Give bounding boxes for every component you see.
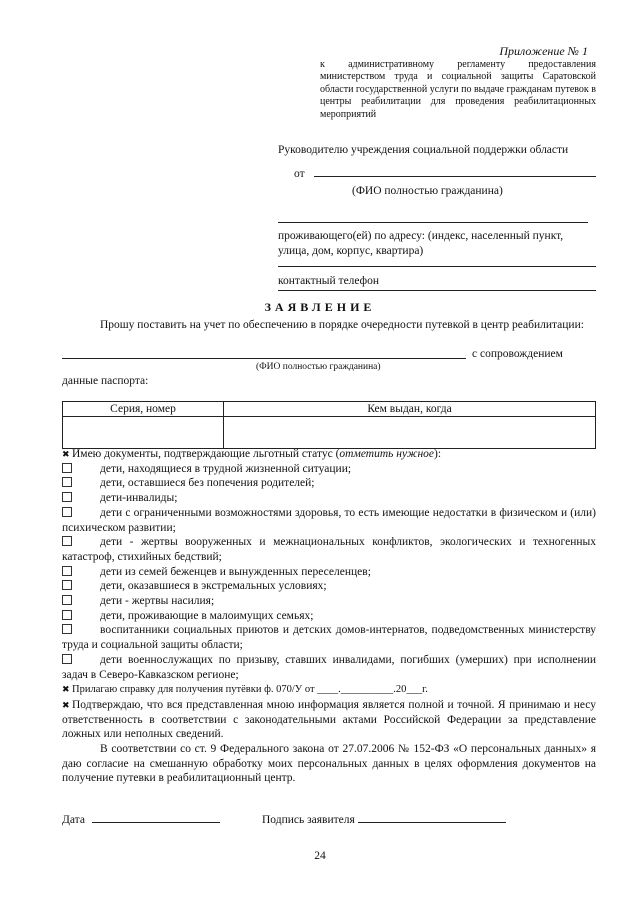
date-field[interactable] [92, 822, 220, 823]
recipient-line: Руководителю учреждения социальной поддержки области [278, 144, 569, 156]
checkbox[interactable] [62, 477, 72, 487]
passport-issued-cell[interactable] [224, 417, 596, 449]
address-label: проживающего(ей) по адресу: (индекс, населенный пункт, улица, дом, корпус, квартира) [278, 230, 564, 257]
category-item: дети, находящиеся в трудной жизненной ситуации; [62, 462, 596, 477]
checkbox[interactable] [62, 463, 72, 473]
address-line-2[interactable] [278, 266, 596, 267]
document-title: ЗАЯВЛЕНИЕ [264, 300, 376, 314]
checkbox[interactable] [62, 492, 72, 502]
category-item: дети с ограниченными возможностями здоровья, то есть имеющие недостатки в физическом и (или) психическом развитии; [62, 506, 596, 534]
category-item: дети, оставшиеся без попечения родителей; [62, 476, 596, 491]
category-item: дети-инвалиды; [62, 491, 596, 506]
checkbox[interactable] [62, 595, 72, 605]
passport-col-series: Серия, номер [63, 402, 224, 417]
category-item: дети из семей беженцев и вынужденных переселенцев; [62, 565, 596, 580]
date-label: Дата [62, 814, 85, 826]
signature-label: Подпись заявителя [262, 814, 355, 826]
category-item: дети, проживающие в малоимущих семьях; [62, 609, 596, 624]
checkbox[interactable] [62, 536, 72, 546]
fio-hint-small: (ФИО полностью гражданина) [256, 362, 381, 372]
checkbox[interactable] [62, 566, 72, 576]
address-line-1[interactable] [278, 222, 588, 223]
marker-icon: ✖ [62, 449, 70, 459]
passport-label: данные паспорта: [62, 375, 149, 387]
passport-table [62, 401, 596, 449]
fio-hint: (ФИО полностью гражданина) [352, 185, 503, 197]
category-item: дети, оказавшиеся в экстремальных условиях; [62, 579, 596, 594]
documents-list [62, 447, 596, 786]
applicant-name-field[interactable] [314, 176, 596, 177]
request-text: Прошу поставить на учет по обеспечению в порядке очередности путевкой в центр реабилитации: [100, 319, 584, 331]
consent-text: В соответствии со ст. 9 Федерального закона от 27.07.2006 № 152-ФЗ «О персональных данных» я даю согласие на смешанную обработку моих персональных данных в целях оформления документов на получение путевки в реабилитационный центр. [62, 743, 596, 785]
marker-icon: ✖ [62, 699, 70, 710]
from-label: от [294, 168, 305, 180]
confirmation-text: ✖ Подтверждаю, что вся представленная мною информация является полной и точной. Я принимаю и несу ответственность в соответствии с законодательными актами Российской Федерации за представление ложных или неполных сведений. [62, 698, 596, 741]
certificate-line: ✖ Прилагаю справку для получения путёвки ф. 070/У от ____.__________.20___г. [62, 684, 428, 696]
checkbox[interactable] [62, 610, 72, 620]
checkbox[interactable] [62, 580, 72, 590]
checkbox[interactable] [62, 507, 72, 517]
category-item: дети - жертвы насилия; [62, 594, 596, 609]
category-item: дети военнослужащих по призыву, ставших инвалидами, погибших (умерших) при исполнении задач в Северо-Кавказском регионе; [62, 653, 596, 681]
child-name-field[interactable] [62, 358, 466, 359]
phone-line[interactable] [278, 290, 596, 291]
accompaniment-label: с сопровождением [472, 348, 563, 360]
appendix-title: Приложение № 1 [499, 44, 588, 58]
phone-label: контактный телефон [278, 275, 380, 287]
category-item: дети - жертвы вооруженных и межнациональных конфликтов, экологических и техногенных катастроф, стихийных бедствий; [62, 536, 596, 563]
from-row [294, 168, 596, 180]
checkbox[interactable] [62, 624, 72, 634]
marker-icon: ✖ [62, 684, 70, 695]
documents-intro: ✖ Имею документы, подтверждающие льготный статус (отметить нужное): [62, 448, 442, 460]
signature-row [262, 814, 506, 826]
checkbox[interactable] [62, 654, 72, 664]
page-number: 24 [314, 850, 326, 862]
appendix-text: к административному регламенту предоставления министерством труда и социальной защиты Саратовской области государственной услуги по выдаче гражданам путевок в центры реабилитации для проведения реабилитационных мероприятий [320, 59, 596, 120]
passport-series-cell[interactable] [63, 417, 224, 449]
passport-col-issued: Кем выдан, когда [224, 402, 596, 417]
category-item: воспитанники социальных приютов и детских домов-интернатов, подведомственных министерству труда и социальной защиты области; [62, 624, 596, 652]
signature-field[interactable] [358, 822, 506, 823]
date-row [62, 814, 220, 826]
